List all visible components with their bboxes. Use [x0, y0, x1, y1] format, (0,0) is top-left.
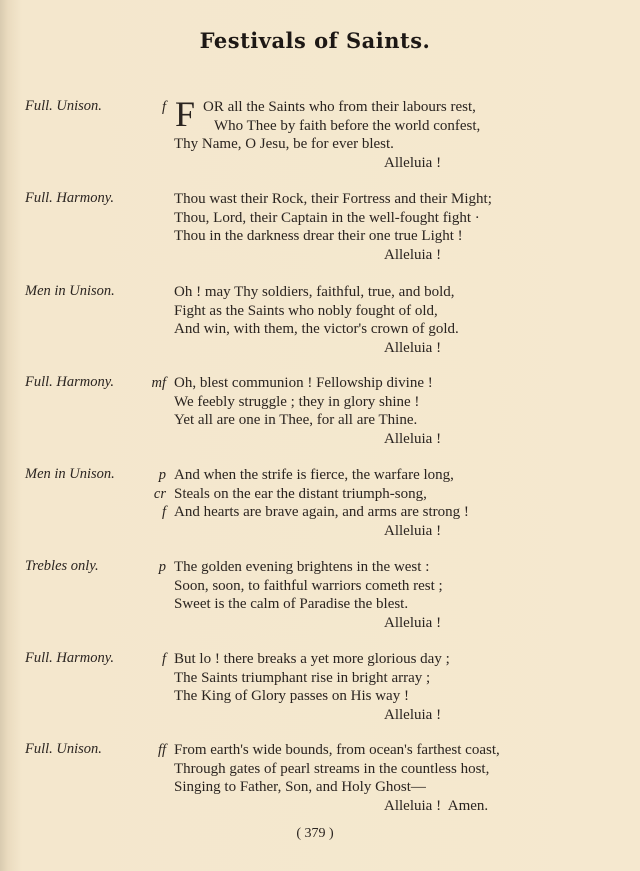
verse-text: From earth's wide bounds, from ocean's farthest coast,: [174, 742, 500, 758]
alleluia-text: Alleluia !: [384, 522, 442, 539]
verse-line: [0, 393, 640, 412]
stanza: [0, 466, 640, 540]
stanza: [0, 650, 640, 724]
dynamic-mark: f: [161, 651, 166, 667]
verse-text: OR all the Saints who from their labours rest,: [203, 99, 476, 115]
alleluia-text: Alleluia ! Amen.: [384, 797, 489, 814]
alleluia-line: [0, 614, 640, 633]
dynamic-mark: mf: [151, 375, 166, 391]
dynamic-mark: p: [158, 559, 166, 575]
alleluia-text: Alleluia !: [384, 706, 442, 723]
verse-line: [0, 741, 640, 760]
alleluia-line: [0, 430, 640, 449]
dynamic-mark: f: [161, 99, 166, 115]
verse-line: [0, 209, 640, 228]
stanza: [0, 283, 640, 357]
drop-cap: F: [175, 94, 196, 134]
verse-text: And hearts are brave again, and arms are strong !: [174, 504, 469, 520]
verse-line: [0, 669, 640, 688]
verse-text: Yet all are one in Thee, for all are Thine.: [174, 412, 418, 428]
verse-text: Fight as the Saints who nobly fought of old,: [174, 302, 438, 319]
verse-line: [0, 135, 640, 154]
verse-line: [0, 650, 640, 669]
dynamic-mark: f: [161, 504, 166, 520]
alleluia-line: [0, 154, 640, 173]
stanza: [0, 558, 640, 632]
alleluia-text: Alleluia !: [384, 339, 442, 356]
alleluia-line: [0, 522, 640, 541]
dynamic-mark: cr: [153, 485, 166, 502]
verse-text: And when the strife is fierce, the warfare long,: [174, 467, 454, 483]
alleluia-text: Alleluia !: [384, 614, 442, 631]
alleluia-line: [0, 339, 640, 358]
voicing-label: Full. Unison.: [25, 741, 102, 757]
verse-text: Thy Name, O Jesu, be for ever blest.: [174, 136, 394, 152]
verse-text: Thou, Lord, their Captain in the well-fought fight ·: [174, 209, 480, 226]
verse-line: [0, 374, 640, 393]
verse-text: Thou in the darkness drear their one true Light !: [174, 228, 463, 244]
alleluia-line: [0, 797, 640, 816]
page-title: Festivals of Saints.: [199, 28, 431, 53]
voicing-label: Full. Harmony.: [25, 190, 115, 206]
stanza: [0, 374, 640, 448]
alleluia-text: Alleluia !: [384, 154, 442, 171]
verse-line: [0, 283, 640, 302]
verse-line: [0, 577, 640, 596]
voicing-label: Full. Unison.: [25, 98, 102, 114]
alleluia-line: [0, 706, 640, 725]
verse-text: Singing to Father, Son, and Holy Ghost—: [174, 779, 426, 795]
verse-line: [0, 595, 640, 614]
verse-line: [0, 558, 640, 577]
stanza: [0, 190, 640, 264]
verse-text: But lo ! there breaks a yet more glorious day ;: [174, 651, 450, 667]
stanza: [0, 741, 640, 815]
verse-line: [0, 466, 640, 485]
verse-line: [0, 302, 640, 321]
verse-text: The golden evening brightens in the west :: [174, 559, 430, 575]
verse-text: Thou wast their Rock, their Fortress and their Might;: [174, 191, 492, 207]
voicing-label: Men in Unison.: [25, 283, 115, 299]
dynamic-mark: p: [158, 467, 166, 483]
verse-line: [0, 190, 640, 209]
voicing-label: Full. Harmony.: [25, 374, 115, 390]
verse-line: [0, 411, 640, 430]
verse-text: Oh, blest communion ! Fellowship divine !: [174, 375, 433, 391]
verse-text: Through gates of pearl streams in the countless host,: [174, 760, 490, 777]
verse-text: The Saints triumphant rise in bright array ;: [174, 669, 431, 686]
verse-line: [0, 117, 640, 136]
verse-text: Oh ! may Thy soldiers, faithful, true, and bold,: [174, 284, 455, 300]
alleluia-line: [0, 246, 640, 265]
verse-line: [0, 778, 640, 797]
dynamic-mark: ff: [157, 742, 166, 758]
verse-line: [0, 320, 640, 339]
page-number: ( 379 ): [296, 826, 334, 841]
verse-line: [0, 485, 640, 504]
stanza: [0, 94, 640, 172]
voicing-label: Full. Harmony.: [25, 650, 115, 666]
verse-line: [0, 227, 640, 246]
verse-line: [0, 503, 640, 522]
verse-line: [0, 687, 640, 706]
verse-line: [0, 760, 640, 779]
voicing-label: Trebles only.: [25, 558, 99, 574]
verse-text: Steals on the ear the distant triumph-song,: [174, 485, 427, 502]
alleluia-text: Alleluia !: [384, 430, 442, 447]
verse-text: And win, with them, the victor's crown of gold.: [174, 321, 459, 337]
verse-text: We feebly struggle ; they in glory shine !: [174, 393, 420, 410]
voicing-label: Men in Unison.: [25, 466, 115, 482]
verse-text: Who Thee by faith before the world confest,: [214, 117, 481, 134]
verse-text: Soon, soon, to faithful warriors cometh rest ;: [174, 577, 443, 594]
verse-text: Sweet is the calm of Paradise the blest.: [174, 596, 409, 612]
alleluia-text: Alleluia !: [384, 246, 442, 263]
verse-text: The King of Glory passes on His way !: [174, 688, 409, 704]
